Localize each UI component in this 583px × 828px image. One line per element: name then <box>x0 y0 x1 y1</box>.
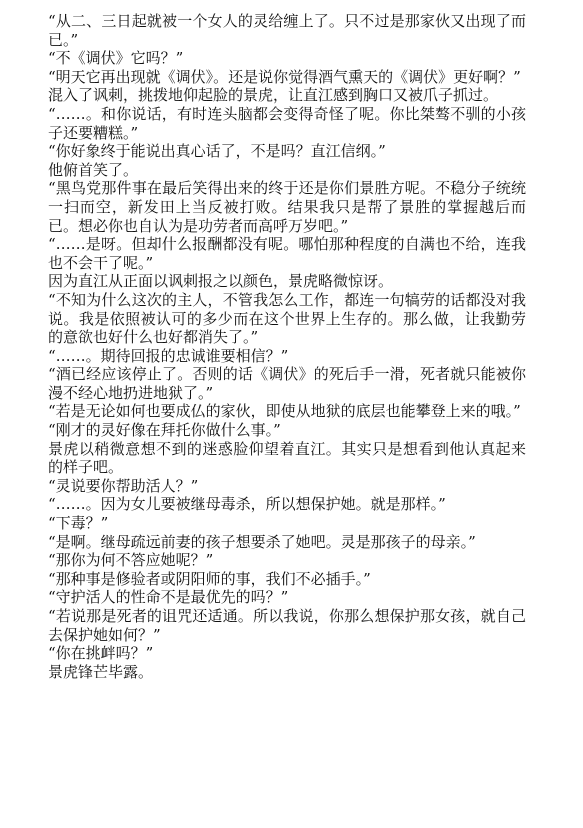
paragraph: “明天它再出现就《调伏》。还是说你觉得酒气熏天的《调伏》更好啊？” <box>48 67 521 86</box>
paragraph: “你好象终于能说出真心话了，不是吗？直江信纲。” <box>48 142 386 161</box>
paragraph: “……。和你说话，有时连头脑都会变得奇怪了呢。你比桀骜不驯的小孩子还要糟糕。” <box>48 104 526 142</box>
paragraph: “……。因为女儿要被继母毒杀，所以想保护她。就是那样。” <box>48 495 446 514</box>
paragraph: “那种事是修验者或阴阳师的事，我们不必插手。” <box>48 569 371 588</box>
paragraph: 因为直江从正面以讽刺报之以颜色，景虎略微惊讶。 <box>48 272 394 291</box>
paragraph: “灵说要你帮助活人？” <box>48 476 199 495</box>
paragraph: “从二、三日起就被一个女人的灵给缠上了。只不过是那家伙又出现了而已。” <box>48 12 526 49</box>
paragraph: “那你为何不答应她呢？” <box>48 551 214 570</box>
paragraph: “若是无论如何也要成仏的家伙，即使从地狱的底层也能攀登上来的哦。” <box>48 402 521 421</box>
paragraph: “刚才的灵好像在拜托你做什么事。” <box>48 421 281 440</box>
paragraph: “你在挑衅吗？” <box>48 644 154 663</box>
paragraph: “黑鸟党那件事在最后笑得出来的终于还是你们景胜方呢。不稳分子统统一扫而空，新发田上当反被打败。结果我只是帮了景胜的掌握越后而已。想必你也自认为是功劳者而高呼万岁吧。” <box>48 179 526 235</box>
paragraph: “下毒？” <box>48 514 109 533</box>
paragraph: 景虎以稍微意想不到的迷惑脸仰望着直江。其实只是想看到他认真起来的样子吧。 <box>48 439 526 477</box>
paragraph: 混入了讽刺，挑拨地仰起脸的景虎，让直江感到胸口又被爪子抓过。 <box>48 86 499 105</box>
paragraph: “不知为什么这次的主人，不管我怎么工作，都连一句犒劳的话都没对我说。我是依照被认可的多少而在这个世界上生存的。那么做，让我勤劳的意欲也好什么也好都消失了。” <box>48 290 526 347</box>
document-page <box>48 12 526 681</box>
paragraph: “……是呀。但却什么报酬都没有呢。哪怕那种程度的自满也不给，连我也不会干了呢。” <box>48 235 526 272</box>
paragraph: 景虎锋芒毕露。 <box>48 662 154 681</box>
paragraph: “若说那是死者的诅咒还适通。所以我说，你那么想保护那女孩，就自己去保护她如何？” <box>48 607 526 644</box>
paragraph: “不《调伏》它吗？” <box>48 49 184 68</box>
paragraph: “……。期待回报的忠诚谁要相信？” <box>48 346 289 365</box>
paragraph: 他俯首笑了。 <box>48 160 139 179</box>
paragraph: “守护活人的性命不是最优先的吗？” <box>48 588 289 607</box>
paragraph: “酒已经应该停止了。否则的话《调伏》的死后手一滑，死者就只能被你漫不经心地扔进地狱了。” <box>48 365 526 402</box>
paragraph: “是啊。继母疏远前妻的孩子想要杀了她吧。灵是那孩子的母亲。” <box>48 532 476 551</box>
